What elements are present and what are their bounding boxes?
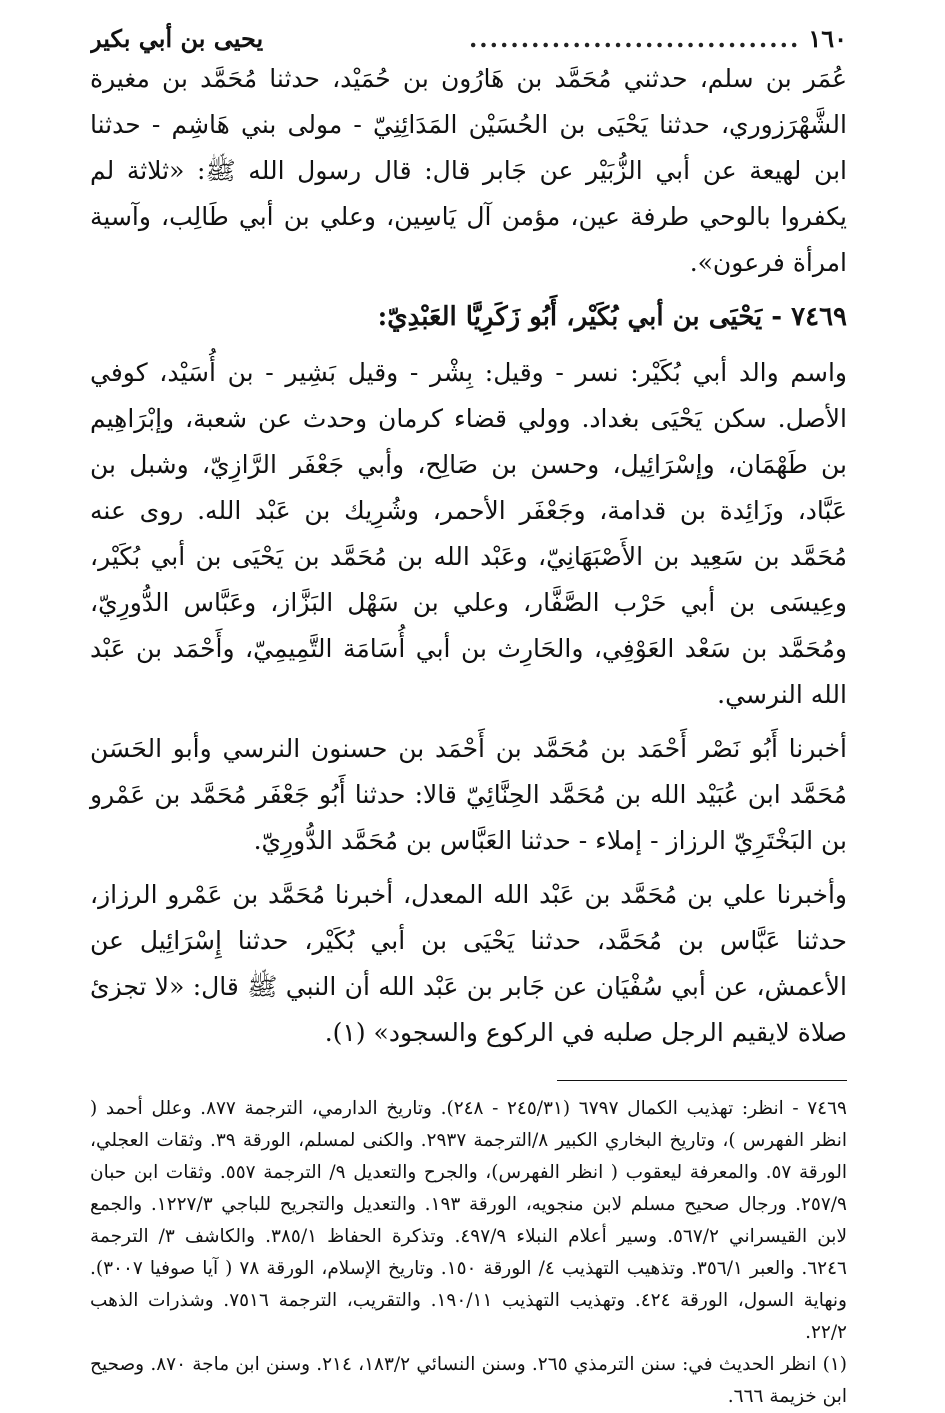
footnote-sources: ٧٤٦٩ - انظر: تهذيب الكمال ٦٧٩٧ (٢٤٥/٣١ - ٢٤٨). وتاريخ الدارمي، الترجمة ٨٧٧. وعلل أحمد ( انظر الفهرس )، وتاريخ البخاري الكبير ٨/الترجمة ٢٩٣٧. والكنى لمسلم، الورقة ٣٩. وثقات العجلي، الورقة ٥٧. والمعرفة ليعقوب ( انظر الفهرس)، والجرح والتعديل ٩/ الترجمة ٥٥٧. وثقات ابن حبان ٢٥٧/٩. ورجال صحيح مسلم لابن منجويه، الورقة ١٩٣. والتعديل والتجريح للباجي ١٢٢٧/٣. والجمع لابن القيسراني ٥٦٧/٢. وسير أعلام النبلاء ٤٩٧/٩. وتذكرة الحفاظ ٣٨٥/١. والكاشف ٣/ الترجمة ٦٢٤٦. والعبر ٣٥٦/١. وتذهيب التهذيب ٤/ الورقة ١٥٠. وتاريخ الإسلام، الورقة ٧٨ ( آيا صوفيا ٣٠٠٧). ونهاية السول، الورقة ٤٢٤. وتهذيب التهذيب ١٩٠/١١. والتقريب، الترجمة ٧٥١٦. وشذرات الذهب ٢٢/٢. xyxy=(90,1098,848,1343)
main-text xyxy=(90,56,847,1056)
running-title: يحيى بن أبي بكير xyxy=(90,24,264,53)
footnotes xyxy=(90,1093,847,1413)
footnote-divider xyxy=(557,1080,847,1081)
paragraph-isnad-2: وأخبرنا علي بن مُحَمَّد بن عَبْد الله المعدل، أخبرنا مُحَمَّد بن عَمْرو الرزاز، حدثنا عَبَّاس بن مُحَمَّد، حدثنا يَحْيَى بن أبي بُكَيْر، حدثنا إِسْرَائِيل عن الأعمش، عن أبي سُفْيَان عن جَابر بن عَبْد الله أن النبي ﷺ قال: «لا تجزئ صلاة لايقيم الرجل صلبه في الركوع والسجود» (١). xyxy=(90,880,847,1047)
footnote-hadith: (١) انظر الحديث في: سنن الترمذي ٢٦٥. وسنن النسائي ١٨٣/٢، ٢١٤. وسنن ابن ماجة ٨٧٠. وصحيح ابن خزيمة ٦٦٦. xyxy=(90,1354,847,1407)
paragraph-isnad-1: أخبرنا أَبُو نَصْر أَحْمَد بن مُحَمَّد بن أَحْمَد بن حسنون النرسي وأبو الحَسَن مُحَمَّد ابن عُبَيْد الله بن مُحَمَّد الحِنَّائِيّ قالا: حدثنا أَبُو جَعْفَر مُحَمَّد بن عَمْرو بن البَخْتَرِيّ الرزاز - إملاء - حدثنا العَبَّاس بن مُحَمَّد الدُّورِيّ. xyxy=(90,734,847,855)
paragraph-continuation: عُمَر بن سلم، حدثني مُحَمَّد بن هَارُون بن حُمَيْد، حدثنا مُحَمَّد بن مغيرة الشَّهْرَزوري، حدثنا يَحْيَى بن الحُسَيْن المَدَائِنِيّ - مولى بني هَاشِم - حدثنا ابن لهيعة عن أبي الزُّبَيْر عن جَابر قال: قال رسول الله ﷺ: «ثلاثة لم يكفروا بالوحي طرفة عين، مؤمن آل يَاسِين، وعلي بن أبي طَالِب، وآسية امرأة فرعون». xyxy=(90,64,847,277)
paragraph-biography: واسم والد أبي بُكَيْر: نسر - وقيل: بِشْر - وقيل بَشِير - بن أُسَيْد، كوفي الأصل. سكن يَحْيَى بغداد. وولي قضاء كرمان وحدث عن شعبة، وإبْرَاهِيم بن طَهْمَان، وإسْرَائِيل، وحسن بن صَالِح، وأبي جَعْفَر الرَّازِيّ، وشبل بن عَبَّاد، وزَائِدة بن قدامة، وجَعْفَر الأحمر، وشُرِيك بن عَبْد الله. روى عنه مُحَمَّد بن سَعِيد بن الأَصْبَهَانِيّ، وعَبْد الله بن مُحَمَّد بن يَحْيَى بن أبي بُكَيْر، وعِيسَى بن أبي حَرْب الصَّفَّار، وعلي بن سَهْل البَزَّاز، وعَبَّاس الدُّورِيّ، ومُحَمَّد بن سَعْد العَوْفِي، والحَارِث بن أبي أُسَامَة التَّمِيمِيّ، وأَحْمَد بن عَبْد الله النرسي. xyxy=(90,358,847,709)
entry-heading: ٧٤٦٩ - يَحْيَى بن أبي بُكَيْر، أَبُو زَكَرِيَّا العَبْدِيّ: xyxy=(377,302,847,332)
page-header xyxy=(90,22,847,56)
header-dots: ................................ xyxy=(468,24,801,53)
page-number: ١٦٠ xyxy=(808,24,847,53)
